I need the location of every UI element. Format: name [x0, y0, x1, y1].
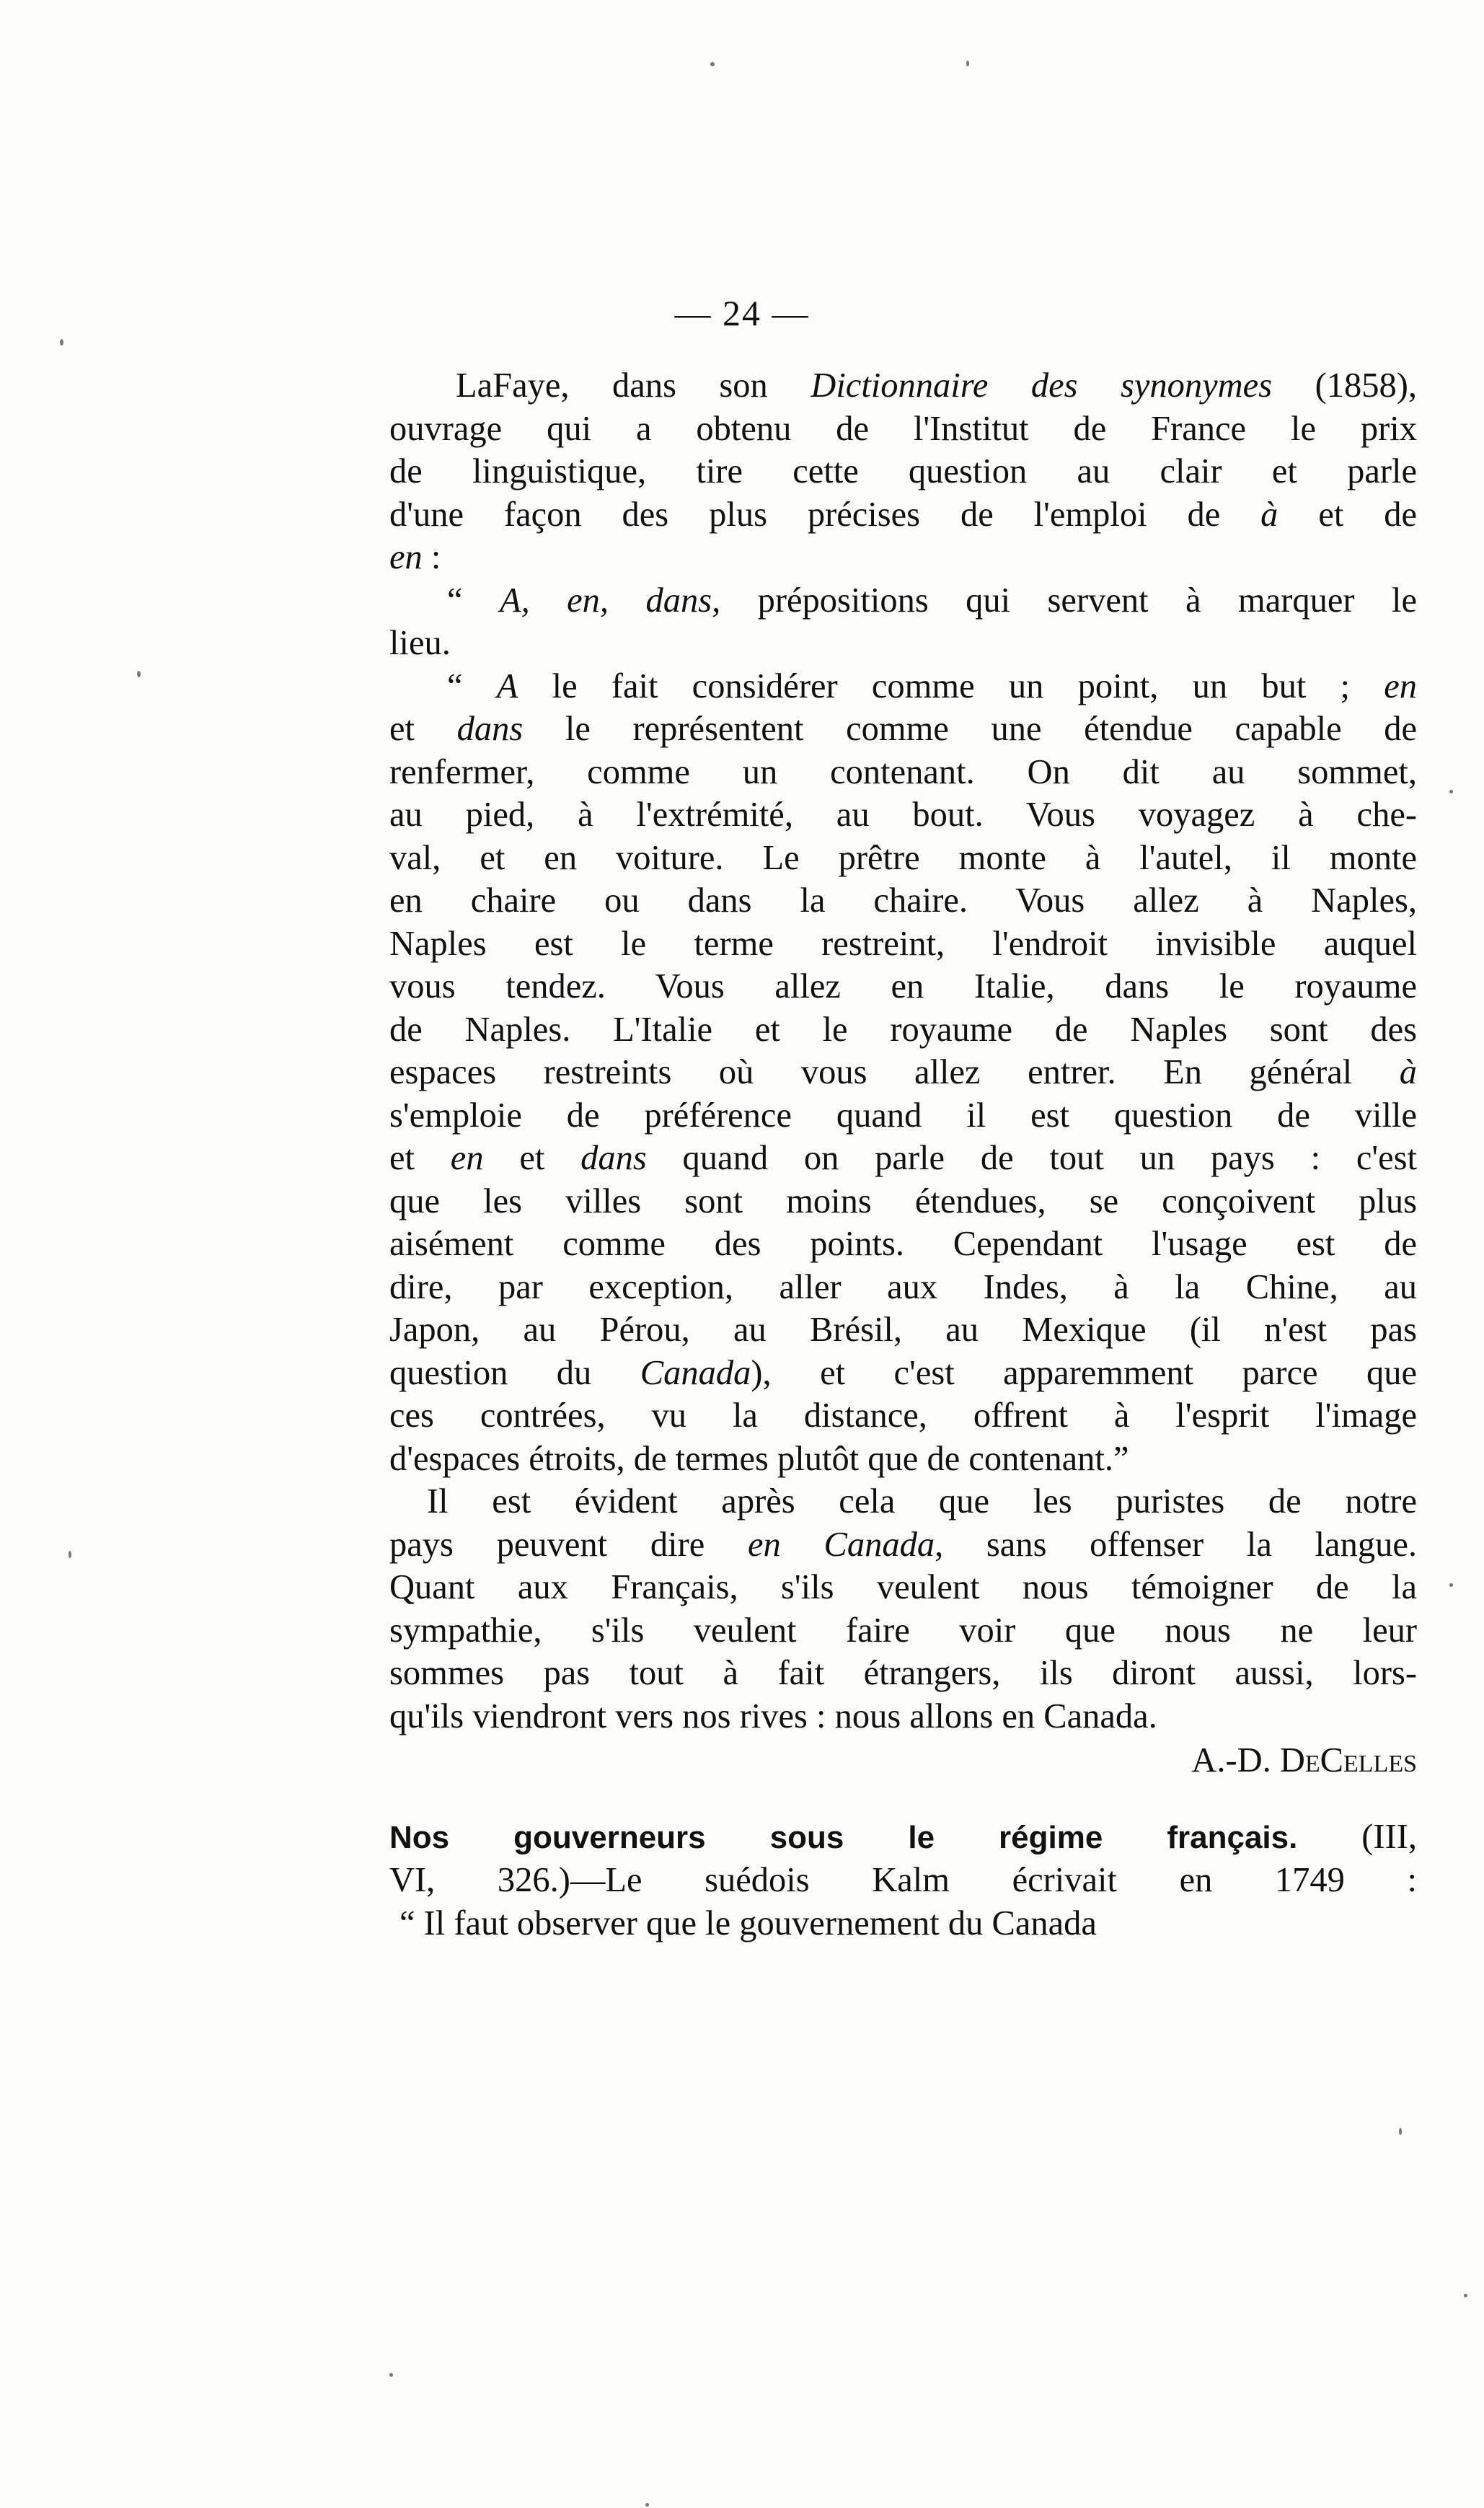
body-text	[389, 364, 1417, 1945]
text-line: LaFaye, dans son Dictionnaire des synonymes (1858),	[456, 366, 1417, 405]
print-speck	[60, 339, 63, 346]
text-line: “ A le fait considérer comme un point, un but ; en	[447, 666, 1417, 705]
italic-run: dans	[580, 1139, 647, 1177]
italic-run: A	[496, 666, 518, 705]
print-speck	[1464, 2294, 1467, 2297]
text-line: en chaire ou dans la chaire. Vous allez à Naples,	[389, 881, 1417, 920]
section-heading: Nos gouverneurs sous le régime français.	[389, 1819, 1298, 1855]
text-line: ces contrées, vu la distance, offrent à l'esprit l'image	[389, 1396, 1417, 1435]
quote-body-paragraph	[389, 665, 1417, 1481]
text-line: espaces restreints où vous allez entrer. En général à	[389, 1053, 1417, 1091]
text-line: question du Canada), et c'est apparemment parce que	[389, 1353, 1417, 1392]
text-line: “ A, en, dans, prépositions qui servent à marquer le	[447, 581, 1417, 620]
text-line: val, et en voiture. Le prêtre monte à l'autel, il monte	[389, 838, 1417, 877]
italic-run: dans	[456, 710, 524, 748]
section-gap	[389, 1782, 1417, 1816]
print-speck	[1449, 1583, 1453, 1587]
article2-line: VI, 326.)—Le suédois Kalm écrivait en 1749 :	[389, 1861, 1417, 1899]
text-line: vous tendez. Vous allez en Italie, dans le royaume	[389, 967, 1417, 1006]
article2-line: “ Il faut observer que le gouvernement du Canada	[399, 1904, 1097, 1942]
italic-run: en	[450, 1139, 484, 1177]
text-line: renfermer, comme un contenant. On dit au sommet,	[389, 752, 1417, 791]
text-line: aisément comme des points. Cependant l'usage est de	[389, 1225, 1417, 1263]
text-line: sympathie, s'ils veulent faire voir que nous ne leur	[389, 1611, 1417, 1650]
text-line: et en et dans quand on parle de tout un pays : c'est	[389, 1139, 1417, 1177]
text-line: Il est évident après cela que les puristes de notre	[427, 1482, 1417, 1521]
signature: A.-D. DeCelles	[1191, 1741, 1417, 1779]
article2-line-0: (III,	[1361, 1817, 1417, 1856]
print-speck	[966, 61, 969, 66]
article2-paragraph	[389, 1816, 1417, 1945]
print-speck	[710, 62, 715, 66]
conclusion-paragraph	[389, 1480, 1417, 1738]
italic-run: en	[389, 538, 423, 576]
text-line: de linguistique, tire cette question au clair et parle	[389, 452, 1417, 490]
italic-run: en Canada	[747, 1525, 935, 1564]
italic-run: Canada	[640, 1353, 751, 1392]
italic-run: A, en, dans,	[499, 581, 721, 620]
text-line: dire, par exception, aller aux Indes, à la Chine, au	[389, 1267, 1417, 1306]
print-speck	[389, 2373, 393, 2377]
text-line: Naples est le terme restreint, l'endroit invisible auquel	[389, 924, 1417, 963]
italic-run: en	[1384, 666, 1417, 705]
print-speck	[1399, 2128, 1402, 2135]
quote-intro-paragraph	[389, 579, 1417, 665]
text-line: ouvrage qui a obtenu de l'Institut de France le prix	[389, 409, 1417, 448]
italic-run: à	[1260, 495, 1278, 534]
text-line: s'emploie de préférence quand il est question de ville	[389, 1096, 1417, 1135]
page-number: — 24 —	[674, 293, 810, 333]
text-line: que les villes sont moins étendues, se conçoivent plus	[389, 1182, 1417, 1220]
text-line: en :	[389, 538, 441, 576]
text-line: et dans le représentent comme une étendue capable de	[389, 710, 1417, 748]
article1-intro-paragraph	[389, 364, 1417, 579]
print-speck	[137, 671, 141, 677]
text-line: pays peuvent dire en Canada, sans offenser la langue.	[389, 1525, 1417, 1564]
text-line: d'une façon des plus précises de l'emploi de à et de	[389, 495, 1417, 534]
print-speck	[645, 2503, 649, 2507]
italic-run: à	[1399, 1053, 1417, 1091]
print-speck	[69, 1551, 71, 1558]
article2-first-line	[389, 1816, 1417, 1860]
text-line: Japon, au Pérou, au Brésil, au Mexique (il n'est pas	[389, 1311, 1417, 1349]
italic-run: Dictionnaire des synonymes	[811, 366, 1273, 405]
text-line: au pied, à l'extrémité, au bout. Vous voyagez à che-	[389, 796, 1417, 834]
text-line: lieu.	[389, 624, 451, 662]
text-line: de Naples. L'Italie et le royaume de Naples sont des	[389, 1010, 1417, 1049]
print-speck	[1449, 790, 1453, 793]
text-line: qu'ils viendront vers nos rives : nous allons en Canada.	[389, 1697, 1157, 1735]
text-line: Quant aux Français, s'ils veulent nous témoigner de la	[389, 1568, 1417, 1606]
text-line: sommes pas tout à fait étrangers, ils diront aussi, lors-	[389, 1654, 1417, 1692]
text-line: d'espaces étroits, de termes plutôt que de contenant.”	[389, 1439, 1129, 1478]
